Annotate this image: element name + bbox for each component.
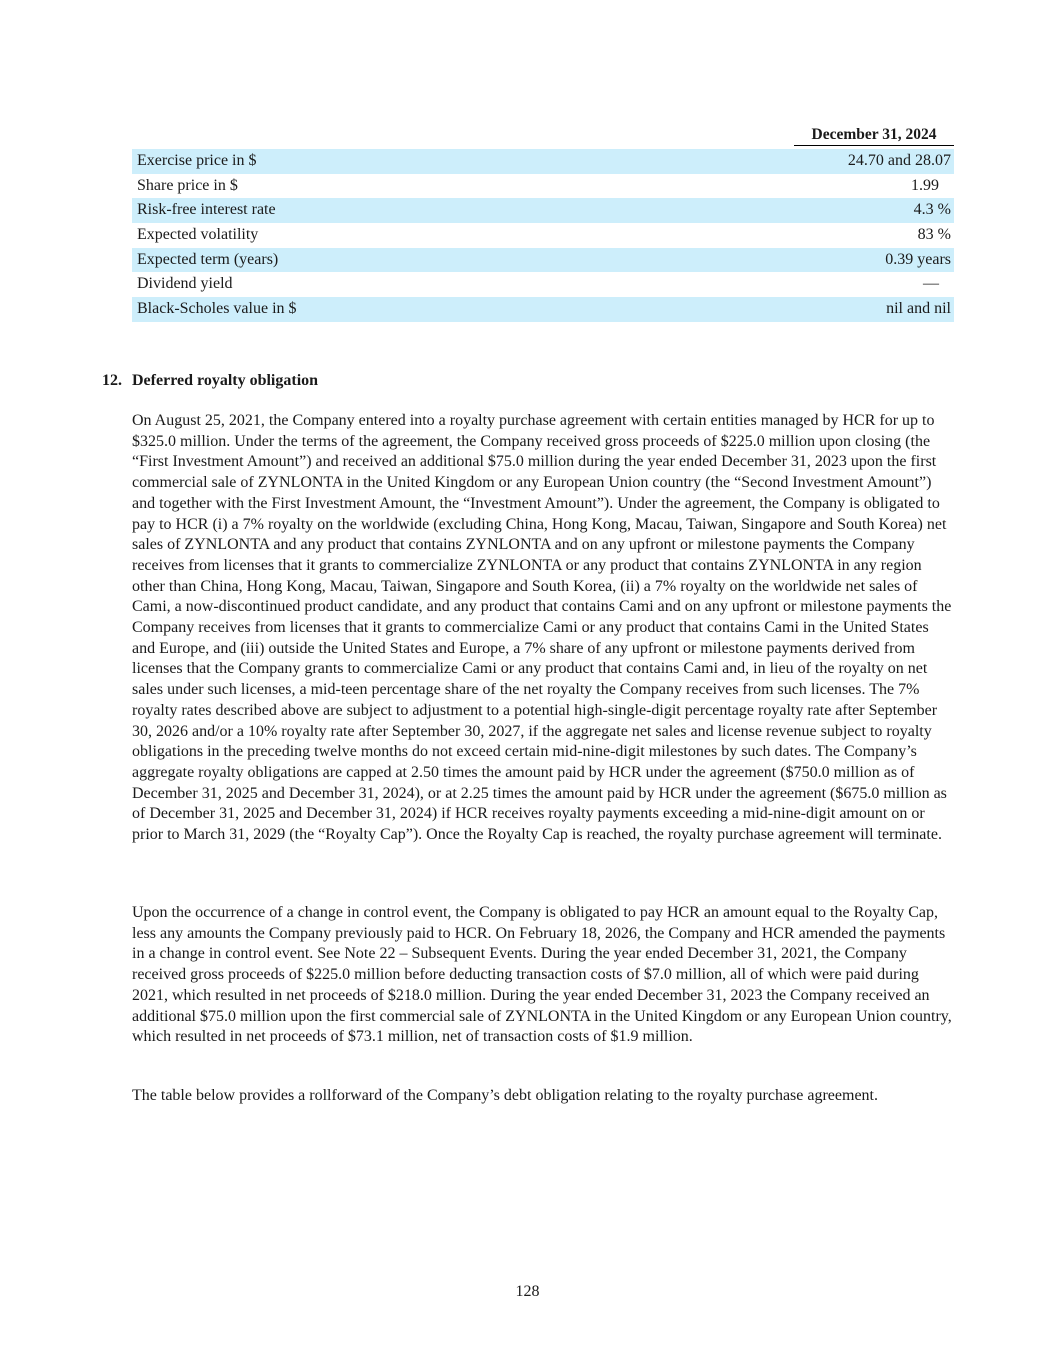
table-row (132, 174, 954, 199)
table-header (132, 124, 954, 149)
row-label: Risk-free interest rate (137, 201, 276, 219)
row-label: Black-Scholes value in $ (137, 300, 297, 318)
row-value: nil and nil (886, 300, 951, 318)
table-row (132, 223, 954, 248)
table-row (132, 149, 954, 174)
table-row (132, 272, 954, 297)
row-label: Dividend yield (137, 275, 233, 293)
section-number: 12. (102, 372, 122, 389)
paragraph: The table below provides a rollforward of the Company’s debt obligation relating to the royalty purchase agreement. (132, 1087, 878, 1104)
row-label: Expected term (years) (137, 250, 279, 268)
section-title: Deferred royalty obligation (132, 372, 319, 389)
page-number: 128 (515, 1283, 540, 1300)
row-value: 24.70 and 28.07 (847, 152, 951, 169)
row-label: Exercise price in $ (137, 152, 257, 169)
row-label: Share price in $ (137, 176, 238, 194)
paragraph: On August 25, 2021, the Company entered into a royalty purchase agreement with certain entities managed by HCR for up to $325.0 million. Under the terms of the agreement, the Company received gross proceeds of $225.0 million upon closing (the “First Investment Amount”) and received an additional $75.0 million during the year ended December 31, 2023 upon the first commercial sale of ZYNLONTA in the United Kingdom or any European Union country (the “Second Investment Amount”) and together with the First Investment Amount, the “Investment Amount”). Under the agreement, the Company is obligated to pay to HCR (i) a 7% royalty on the worldwide (excluding China, Hong Kong, Macau, Taiwan, Singapore and South Korea) net sales of ZYNLONTA and any product that contains ZYNLONTA and on any upfront or milestone payments the Company receives from licenses that it grants to commercialize ZYNLONTA or any product that contains ZYNLONTA in any region other than China, Hong Kong, Macau, Taiwan, Singapore and South Korea, (ii) a 7% royalty on the worldwide net sales of Cami, a now-discontinued product candidate, and any product that contains Cami and on any upfront or milestone payments the Company receives from licenses that it grants to commercialize Cami or any product that contains Cami in the United States and Europe, and (iii) outside the United States and Europe, a 7% share of any upfront or milestone payments derived from licenses that the Company grants to commercialize Cami or any product that contains Cami and, in lieu of the royalty on net sales under such licenses, a mid-teen percentage share of the net royalty the Company receives from such licenses. The 7% royalty rates described above are subject to adjustment to a potential high-single-digit percentage royalty rate after September 30, 2026 and/or a 10% royalty rate after September 30, 2027, if the aggregate net sales and license revenue subject to royalty obligations in the preceding twelve months do not exceed certain mid-nine-digit milestones by such dates. The Company’s aggregate royalty obligations are capped at 2.50 times the amount paid by HCR under the agreement ($750.0 million as of December 31, 2025 and December 31, 2024), or at 2.25 times the amount paid by HCR under the agreement ($675.0 million as of December 31, 2025 and December 31, 2024) if HCR receives royalty payments exceeding a mid-nine-digit amount on or prior to March 31, 2029 (the “Royalty Cap”). Once the Royalty Cap is reached, the royalty purchase agreement will terminate. (132, 412, 952, 844)
row-value: 83 % (917, 226, 951, 244)
row-value: 0.39 years (885, 250, 951, 268)
column-header: December 31, 2024 (794, 126, 954, 146)
valuation-assumptions-table (132, 124, 954, 322)
section-heading (102, 372, 318, 390)
table-row (132, 297, 954, 322)
row-value: 1.99 (911, 176, 951, 194)
paragraph: Upon the occurrence of a change in control event, the Company is obligated to pay HCR an amount equal to the Royalty Cap, less any amounts the Company previously paid to HCR. On February 18, 2026, the Company and HCR amended the payments in a change in control event. See Note 22 – Subsequent Events. During the year ended December 31, 2021, the Company received gross proceeds of $225.0 million before deducting transaction costs of $7.0 million, all of which were paid during 2021, which resulted in net proceeds of $218.0 million. During the year ended December 31, 2023 the Company received an additional $75.0 million upon the first commercial sale of ZYNLONTA in the United Kingdom or any European Union country, which resulted in net proceeds of $73.1 million, net of transaction costs of $1.9 million. (132, 904, 952, 1046)
row-value: — (923, 275, 951, 293)
table-row (132, 198, 954, 223)
row-label: Expected volatility (137, 226, 259, 244)
table-row (132, 248, 954, 273)
row-value: 4.3 % (913, 201, 951, 219)
